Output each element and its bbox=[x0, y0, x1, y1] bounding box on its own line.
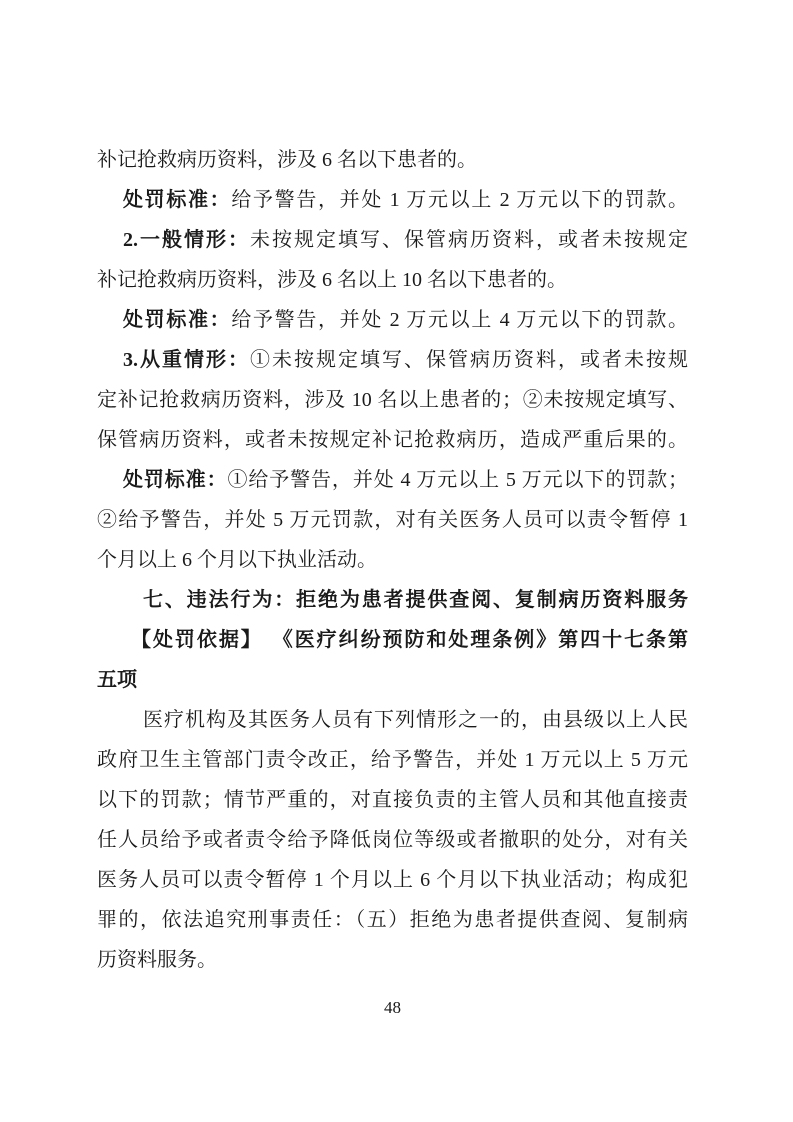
bold-label: 【处罚依据】 bbox=[131, 629, 263, 651]
text-line bbox=[97, 740, 688, 780]
bold-label: 七、违法行为：拒绝为患者提供查阅、复制病历资料服务 bbox=[143, 589, 688, 611]
page-number: 48 bbox=[384, 998, 401, 1017]
case-severe-line bbox=[97, 340, 688, 380]
bold-label: 处罚标准： bbox=[123, 189, 232, 211]
body-text: 给予警告，并处 1 万元以上 2 万元以下的罚款。 bbox=[231, 189, 688, 211]
body-text: 补记抢救病历资料，涉及 6 名以下患者的。 bbox=[97, 149, 477, 171]
body-text: 政府卫生主管部门责令改正，给予警告，并处 1 万元以上 5 万元 bbox=[97, 749, 688, 771]
text-line bbox=[97, 820, 688, 860]
body-text: 给予警告，并处 2 万元以上 4 万元以下的罚款。 bbox=[231, 309, 688, 331]
body-text: 以下的罚款；情节严重的，对直接负责的主管人员和其他直接责 bbox=[97, 789, 688, 811]
bold-label: 处罚标准： bbox=[123, 469, 228, 491]
text-line bbox=[97, 900, 688, 940]
text-line bbox=[97, 380, 688, 420]
bold-label: 《医疗纠纷预防和处理条例》第四十七条第 bbox=[282, 629, 688, 651]
body-text: 任人员给予或者责令给予降低岗位等级或者撤职的处分，对有关 bbox=[97, 829, 688, 851]
text-line bbox=[97, 780, 688, 820]
bold-label: 五项 bbox=[97, 669, 137, 691]
bold-label: 处罚标准： bbox=[123, 309, 232, 331]
text-line bbox=[97, 940, 688, 980]
bold-label: 2.一般情形： bbox=[123, 229, 250, 251]
body-text: 补记抢救病历资料，涉及 6 名以上 10 名以下患者的。 bbox=[97, 269, 567, 291]
body-text: 定补记抢救病历资料，涉及 10 名以上患者的；②未按规定填写、 bbox=[97, 389, 688, 411]
body-text: 保管病历资料，或者未按规定补记抢救病历，造成严重后果的。 bbox=[97, 429, 688, 451]
text-line bbox=[97, 420, 688, 460]
text-line bbox=[97, 860, 688, 900]
violation-heading bbox=[97, 580, 688, 620]
text-line bbox=[97, 700, 688, 740]
heading-continuation bbox=[97, 660, 688, 700]
case-normal-line bbox=[97, 220, 688, 260]
bold-label: 3.从重情形： bbox=[123, 349, 250, 371]
body-text: ①给予警告，并处 4 万元以上 5 万元以下的罚款； bbox=[227, 469, 688, 491]
penalty-standard-line bbox=[97, 180, 688, 220]
body-text: 医疗机构及其医务人员有下列情形之一的，由县级以上人民 bbox=[143, 709, 688, 731]
text-line bbox=[97, 500, 688, 540]
body-text: 历资料服务。 bbox=[97, 949, 217, 971]
text-line bbox=[97, 540, 688, 580]
penalty-basis-heading bbox=[97, 620, 688, 660]
text-line bbox=[97, 140, 688, 180]
penalty-standard-line bbox=[97, 300, 688, 340]
body-text: ①未按规定填写、保管病历资料，或者未按规 bbox=[250, 349, 688, 371]
penalty-standard-line bbox=[97, 460, 688, 500]
body-text: 医务人员可以责令暂停 1 个月以上 6 个月以下执业活动；构成犯 bbox=[97, 869, 688, 891]
text-line bbox=[97, 260, 688, 300]
document-body bbox=[97, 140, 688, 980]
body-text: 未按规定填写、保管病历资料，或者未按规定 bbox=[250, 229, 688, 251]
body-text: 个月以上 6 个月以下执业活动。 bbox=[97, 549, 377, 571]
body-text: 罪的，依法追究刑事责任：（五）拒绝为患者提供查阅、复制病 bbox=[97, 909, 688, 931]
body-text: ②给予警告，并处 5 万元罚款，对有关医务人员可以责令暂停 1 bbox=[97, 509, 688, 531]
